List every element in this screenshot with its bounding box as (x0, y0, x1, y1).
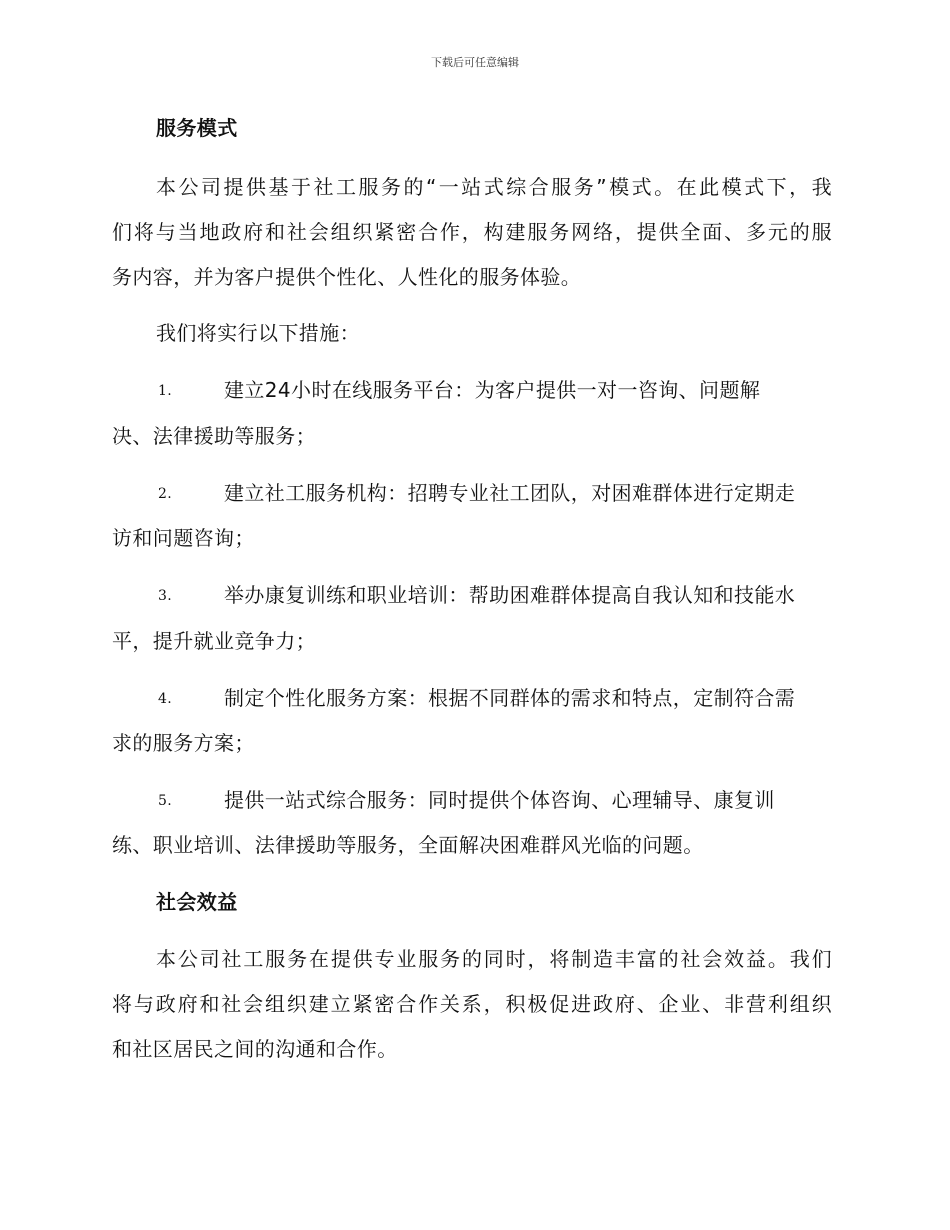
list-item-text: 提供一站式综合服务：同时提供个体咨询、心理辅导、康复训 (224, 788, 775, 812)
list-item (158, 685, 878, 712)
list-item-text: 制定个性化服务方案：根据不同群体的需求和特点，定制符合需 (224, 686, 796, 710)
section-title: 服务模式 (156, 116, 238, 140)
list-item-continuation: 求的服务方案； (112, 731, 255, 755)
list-item-continuation: 练、职业培训、法律援助等服务，全面解决困难群风光临的问题。 (112, 833, 704, 857)
paragraph-line: 和社区居民之间的沟通和合作。 (112, 1037, 398, 1061)
list-item (158, 582, 878, 609)
paragraph-line: 务内容，并为客户提供个性化、人性化的服务体验。 (112, 265, 582, 289)
page-header: 下载后可任意编辑 (431, 56, 519, 69)
list-item-continuation: 平，提升就业竞争力； (112, 629, 316, 653)
paragraph-line: 本公司提供基于社工服务的“一站式综合服务”模式。在此模式下，我 (156, 175, 832, 199)
list-item-continuation: 访和问题咨询； (112, 526, 255, 550)
list-item (158, 377, 878, 404)
list-item-text: 建立社工服务机构：招聘专业社工团队，对困难群体进行定期走 (224, 481, 796, 505)
list-item-number: 1. (158, 383, 173, 399)
paragraph-line: 本公司社工服务在提供专业服务的同时，将制造丰富的社会效益。我们 (156, 947, 832, 971)
list-item-number: 4. (158, 691, 173, 707)
section-title: 社会效益 (156, 890, 238, 914)
list-item-number: 3. (158, 588, 173, 604)
paragraph-line: 我们将实行以下措施： (156, 321, 360, 345)
list-item-text: 建立24小时在线服务平台：为客户提供一对一咨询、问题解 (224, 378, 761, 402)
paragraph-line: 将与政府和社会组织建立紧密合作关系，积极促进政府、企业、非营利组织 (112, 992, 832, 1016)
list-item (158, 787, 878, 814)
list-item-number: 2. (158, 486, 173, 502)
paragraph-line: 们将与当地政府和社会组织紧密合作，构建服务网络，提供全面、多元的服 (112, 220, 832, 244)
list-item-text: 举办康复训练和职业培训：帮助困难群体提高自我认知和技能水 (224, 583, 796, 607)
list-item (158, 480, 878, 507)
list-item-continuation: 决、法律援助等服务； (112, 424, 316, 448)
list-item-number: 5. (158, 793, 173, 809)
